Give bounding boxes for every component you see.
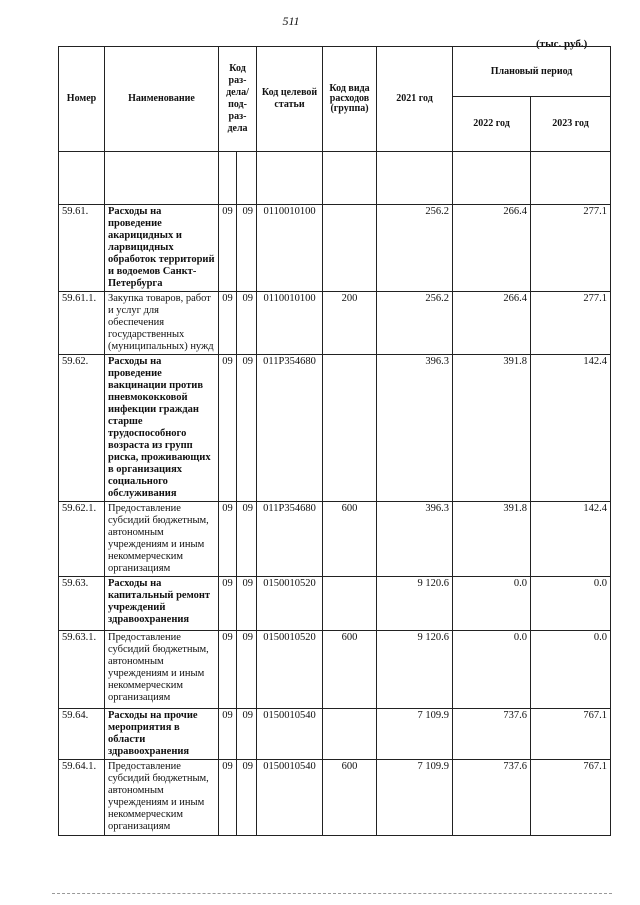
row-2023-value: 0.0 [531,631,611,709]
row-2023-value: 277.1 [531,205,611,292]
row-2022-value: 737.6 [453,760,531,836]
row-expense-type: 600 [323,502,377,577]
row-2021-value: 396.3 [377,502,453,577]
header-gap-row [59,152,611,205]
row-target-code: 0110010100 [257,205,323,292]
row-expense-type [323,709,377,760]
row-2023-value: 767.1 [531,709,611,760]
budget-table [58,46,611,836]
row-2022-value: 737.6 [453,709,531,760]
header-target: Код целевой статьи [257,47,323,152]
header-number: Номер [59,47,105,152]
row-subsection: 09 [237,760,257,836]
header-2022: 2022 год [453,97,531,152]
units-label: (тыс. руб.) [536,38,588,50]
row-number: 59.62.1. [59,502,105,577]
row-2023-value: 767.1 [531,760,611,836]
row-2021-value: 9 120.6 [377,631,453,709]
table-row [59,709,611,760]
row-section: 09 [219,577,237,631]
row-section: 09 [219,355,237,502]
row-name: Расходы на капитальный ремонт учреждений здравоохранения [105,577,219,631]
table-row [59,502,611,577]
header-section: Код раз-дела/ под-раз-дела [219,47,257,152]
row-2021-value: 7 109.9 [377,760,453,836]
row-expense-type: 200 [323,292,377,355]
row-name: Расходы на проведение акарицидных и ларвицидных обработок территорий и водоемов Санкт-Петербурга [105,205,219,292]
row-number: 59.62. [59,355,105,502]
row-target-code: 011P354680 [257,355,323,502]
row-expense-type: 600 [323,760,377,836]
row-target-code: 0110010100 [257,292,323,355]
row-name: Предоставление субсидий бюджетным, автономным учреждениям и иным некоммерческим организациям [105,760,219,836]
row-name: Закупка товаров, работ и услуг для обеспечения государственных (муниципальных) нужд [105,292,219,355]
row-expense-type: 600 [323,631,377,709]
row-section: 09 [219,709,237,760]
header-plan-period: Плановый период [453,47,611,97]
table-row [59,760,611,836]
header-2023: 2023 год [531,97,611,152]
row-expense-type [323,205,377,292]
table-row [59,292,611,355]
row-section: 09 [219,631,237,709]
row-2022-value: 0.0 [453,631,531,709]
row-name: Предоставление субсидий бюджетным, автономным учреждениям и иным некоммерческим организациям [105,631,219,709]
row-2021-value: 256.2 [377,292,453,355]
row-subsection: 09 [237,631,257,709]
row-section: 09 [219,760,237,836]
row-2022-value: 0.0 [453,577,531,631]
row-expense-type [323,355,377,502]
row-2021-value: 7 109.9 [377,709,453,760]
header-2021: 2021 год [377,47,453,152]
row-subsection: 09 [237,709,257,760]
row-number: 59.63.1. [59,631,105,709]
row-section: 09 [219,502,237,577]
row-2022-value: 266.4 [453,205,531,292]
row-2023-value: 277.1 [531,292,611,355]
row-subsection: 09 [237,292,257,355]
row-subsection: 09 [237,577,257,631]
row-2021-value: 9 120.6 [377,577,453,631]
row-subsection: 09 [237,205,257,292]
table-row [59,355,611,502]
row-subsection: 09 [237,502,257,577]
row-section: 09 [219,292,237,355]
row-number: 59.64.1. [59,760,105,836]
row-name: Предоставление субсидий бюджетным, автономным учреждениям и иным некоммерческим организациям [105,502,219,577]
header-name: Наименование [105,47,219,152]
row-target-code: 011P354680 [257,502,323,577]
row-section: 09 [219,205,237,292]
row-target-code: 0150010520 [257,631,323,709]
row-2022-value: 391.8 [453,355,531,502]
row-2023-value: 142.4 [531,355,611,502]
page-bottom-rule [52,893,612,894]
row-number: 59.61.1. [59,292,105,355]
row-target-code: 0150010520 [257,577,323,631]
table-row [59,577,611,631]
row-2022-value: 391.8 [453,502,531,577]
row-target-code: 0150010540 [257,709,323,760]
row-2022-value: 266.4 [453,292,531,355]
row-number: 59.64. [59,709,105,760]
row-2021-value: 396.3 [377,355,453,502]
row-name: Расходы на проведение вакцинации против пневмококковой инфекции граждан старше трудоспособного возраста из групп риска, проживающих в организациях социального обслуживания [105,355,219,502]
row-2023-value: 0.0 [531,577,611,631]
header-expense-type: Код вида расходов (группа) [323,47,377,152]
row-number: 59.63. [59,577,105,631]
row-number: 59.61. [59,205,105,292]
row-2023-value: 142.4 [531,502,611,577]
row-name: Расходы на прочие мероприятия в области здравоохранения [105,709,219,760]
table-row [59,205,611,292]
row-expense-type [323,577,377,631]
page-number: 511 [282,14,300,28]
row-subsection: 09 [237,355,257,502]
row-target-code: 0150010540 [257,760,323,836]
row-2021-value: 256.2 [377,205,453,292]
table-row [59,631,611,709]
